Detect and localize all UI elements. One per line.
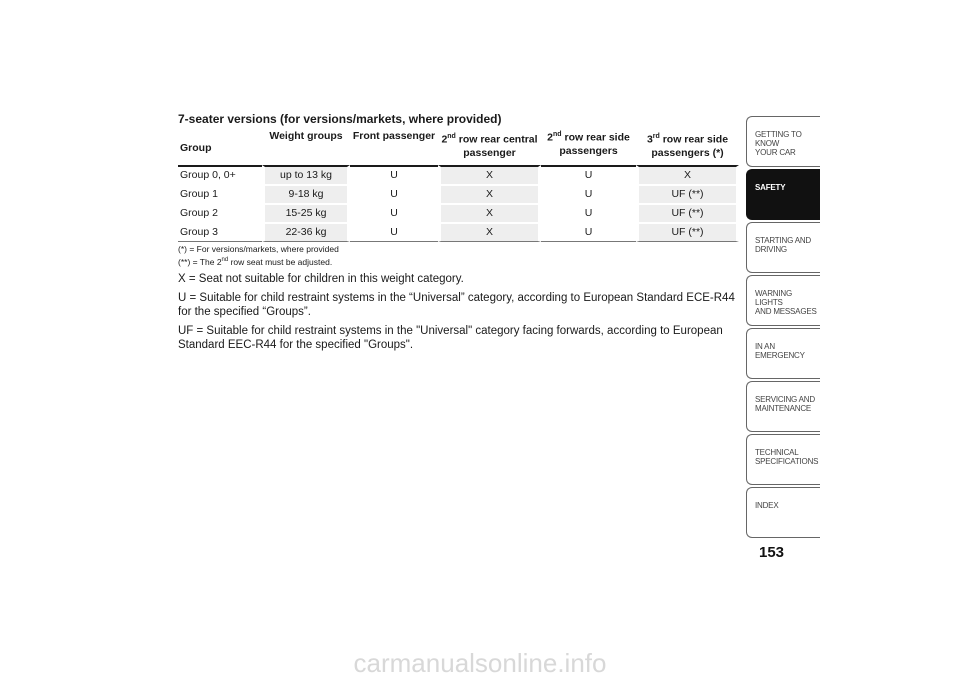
tab-index[interactable]: INDEX (746, 487, 820, 538)
page-number: 153 (759, 544, 785, 561)
tab-starting-driving[interactable]: STARTING AND DRIVING (746, 222, 820, 273)
cell-weight: 9-18 kg (262, 184, 350, 203)
cell-weight: 15-25 kg (262, 203, 350, 222)
tab-getting-to-know[interactable]: GETTING TO KNOW YOUR CAR (746, 116, 820, 167)
note-adjust: (**) = The 2nd row seat must be adjusted. (178, 256, 333, 267)
cell-group: Group 1 (178, 184, 262, 203)
table-row (178, 165, 739, 184)
cell-row2-side: U (541, 165, 636, 184)
cell-group: Group 0, 0+ (178, 165, 262, 184)
header-row3-side: 3rd row rear side passengers (*) (646, 133, 729, 159)
tab-safety[interactable]: SAFETY (746, 169, 820, 220)
header-row2-central: 2nd row rear central passenger (441, 133, 538, 159)
header-group: Group (180, 142, 212, 154)
cell-front: U (350, 222, 438, 242)
page-content (178, 112, 738, 357)
table-row (178, 222, 739, 242)
cell-row2-central: X (438, 165, 541, 184)
cell-row2-central: X (438, 222, 541, 242)
table-notes (178, 244, 738, 268)
legend-x: X = Seat not suitable for children in this weight category. (178, 273, 464, 286)
cell-front: U (350, 184, 438, 203)
cell-group: Group 3 (178, 222, 262, 242)
cell-row3-side: X (636, 165, 739, 184)
table-row (178, 184, 739, 203)
cell-weight: 22-36 kg (262, 222, 350, 242)
table-header-row (178, 128, 739, 165)
cell-row3-side: UF (**) (636, 184, 739, 203)
legend (178, 272, 738, 352)
watermark: carmanualsonline.info (353, 648, 607, 678)
cell-front: U (350, 203, 438, 222)
cell-group: Group 2 (178, 203, 262, 222)
cell-row3-side: UF (**) (636, 222, 739, 242)
tab-warning-lights[interactable]: WARNING LIGHTS AND MESSAGES (746, 275, 820, 326)
cell-row2-side: U (541, 222, 636, 242)
note-versions: (*) = For versions/markets, where provided (178, 243, 339, 254)
tab-technical[interactable]: TECHNICAL SPECIFICATIONS (746, 434, 820, 485)
child-seat-table (178, 128, 739, 242)
header-row2-side: 2nd row rear side passengers (547, 131, 630, 157)
cell-row2-side: U (541, 203, 636, 222)
tab-emergency[interactable]: IN AN EMERGENCY (746, 328, 820, 379)
legend-uf: UF = Suitable for child restraint systems in the "Universal" category facing forwards, according to European Standard EEC-R44 for the specified "Groups". (178, 325, 723, 352)
cell-row2-side: U (541, 184, 636, 203)
table-title: 7-seater versions (for versions/markets, where provided) (178, 112, 502, 126)
section-tabs (746, 116, 820, 540)
cell-row2-central: X (438, 184, 541, 203)
table-row (178, 203, 739, 222)
legend-u: U = Suitable for child restraint systems in the “Universal” category, according to European Standard ECE-R44 for the specified “Groups”. (178, 292, 735, 319)
cell-weight: up to 13 kg (262, 165, 350, 184)
cell-row2-central: X (438, 203, 541, 222)
header-front: Front passenger (352, 130, 436, 142)
cell-front: U (350, 165, 438, 184)
header-weight: Weight groups (269, 130, 343, 142)
cell-row3-side: UF (**) (636, 203, 739, 222)
tab-servicing[interactable]: SERVICING AND MAINTENANCE (746, 381, 820, 432)
